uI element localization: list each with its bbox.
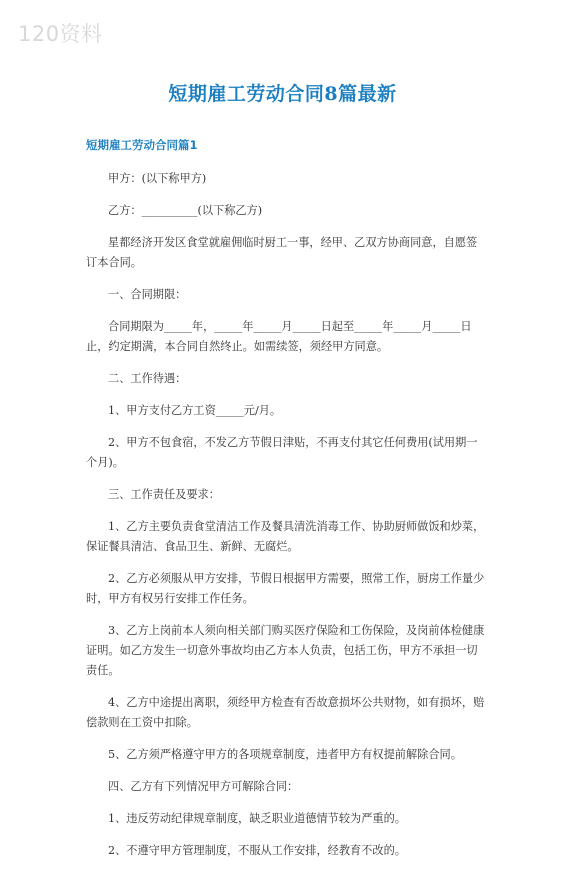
term-paragraph: 合同期限为_____年，_____年_____月_____日起至_____年_____月_____日止，约定期满，本合同自然终止。如需续签，须经甲方同意。 (86, 320, 472, 353)
termination-item-1: 1、违反劳动纪律规章制度，缺乏职业道德情节较为严重的。 (108, 812, 406, 825)
clause-heading-term: 一、合同期限： (108, 288, 187, 301)
clause-heading-duties: 三、工作责任及要求： (108, 488, 220, 501)
document-title: 短期雇工劳动合同8篇最新 (168, 83, 397, 105)
duty-item-4: 4、乙方中途提出离职，须经甲方检查有否故意损坏公共财物，如有损坏，赔偿款则在工资中扣除。 (86, 696, 485, 729)
termination-item-2: 2、不遵守甲方管理制度，不服从工作安排，经教育不改的。 (108, 844, 406, 857)
duty-item-2: 2、乙方必须服从甲方安排，节假日根据甲方需要，照常工作，厨房工作量少时，甲方有权另行安排工作任务。 (86, 572, 485, 605)
section-heading: 短期雇工劳动合同篇1 (86, 138, 198, 152)
duty-item-5: 5、乙方须严格遵守甲方的各项规章制度，违者甲方有权提前解除合同。 (108, 748, 462, 761)
intro-paragraph: 星都经济开发区食堂就雇佣临时厨工一事，经甲、乙双方协商同意，自愿签订本合同。 (86, 236, 478, 269)
party-b-line: 乙方：__________(以下称乙方) (108, 204, 263, 217)
pay-item-1: 1、甲方支付乙方工资_____元/月。 (108, 404, 282, 417)
clause-heading-termination: 四、乙方有下列情况甲方可解除合同： (108, 780, 299, 793)
clause-heading-pay: 二、工作待遇： (108, 372, 187, 385)
duty-item-1: 1、乙方主要负责食堂清洁工作及餐具清洗消毒工作、协助厨师做饭和炒菜，保证餐具清洁、食品卫生、新鲜、无腐烂。 (86, 520, 485, 553)
watermark: 120资料 (18, 22, 103, 46)
party-a-line: 甲方：(以下称甲方) (108, 172, 207, 185)
pay-item-2: 2、甲方不包食宿，不发乙方节假日津贴，不再支付其它任何费用(试用期一个月)。 (86, 436, 478, 469)
contract-body (86, 169, 486, 873)
duty-item-3: 3、乙方上岗前本人须向相关部门购买医疗保险和工伤保险，及岗前体检健康证明。如乙方发生一切意外事故均由乙方本人负责，包括工伤，甲方不承担一切责任。 (86, 624, 485, 677)
